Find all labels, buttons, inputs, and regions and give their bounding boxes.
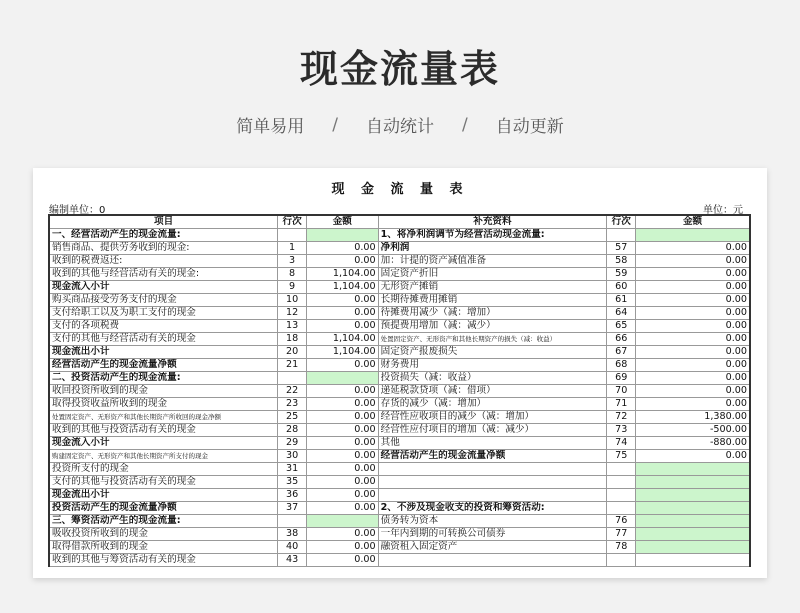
amount-cell[interactable]: 0.00 — [307, 450, 379, 463]
supplement-row-number-cell[interactable]: 68 — [607, 359, 636, 372]
amount-cell[interactable]: 0.00 — [307, 359, 379, 372]
table-row — [49, 294, 750, 307]
supplement-row-number-cell[interactable]: 76 — [607, 515, 636, 528]
supplement-row-number-cell[interactable] — [607, 463, 636, 476]
supplement-item-cell[interactable] — [378, 463, 607, 476]
table-row — [49, 372, 750, 385]
item-cell[interactable]: 收到的税费返还: — [49, 255, 278, 268]
item-cell[interactable]: 现金流入小计 — [49, 281, 278, 294]
supplement-item-cell[interactable]: 2、不涉及现金收支的投资和筹资活动: — [378, 502, 607, 515]
row-number-cell[interactable]: 10 — [278, 294, 307, 307]
supplement-amount-cell[interactable] — [636, 229, 750, 242]
amount-cell[interactable]: 1,104.00 — [307, 281, 379, 294]
supplement-item-cell[interactable]: 固定资产报废损失 — [378, 346, 607, 359]
supplement-item-cell[interactable]: 债务转为资本 — [378, 515, 607, 528]
table-row — [49, 229, 750, 242]
row-number-cell[interactable] — [278, 229, 307, 242]
supplement-item-cell[interactable]: 递延税款贷项（减：借项） — [378, 385, 607, 398]
table-row — [49, 476, 750, 489]
supplement-amount-cell[interactable]: 0.00 — [636, 320, 750, 333]
item-cell[interactable]: 三、筹资活动产生的现金流量: — [49, 515, 278, 528]
amount-cell[interactable]: 1,104.00 — [307, 346, 379, 359]
item-cell[interactable]: 收到的其他与筹资活动有关的现金 — [49, 554, 278, 567]
row-number-cell[interactable]: 12 — [278, 307, 307, 320]
row-number-cell[interactable]: 21 — [278, 359, 307, 372]
header-item: 项目 — [49, 215, 278, 229]
supplement-amount-cell[interactable]: 0.00 — [636, 294, 750, 307]
row-number-cell[interactable]: 23 — [278, 398, 307, 411]
item-cell[interactable]: 支付的其他与经营活动有关的现金 — [49, 333, 278, 346]
amount-cell[interactable]: 1,104.00 — [307, 268, 379, 281]
row-number-cell[interactable]: 18 — [278, 333, 307, 346]
table-row — [49, 359, 750, 372]
amount-cell[interactable]: 0.00 — [307, 411, 379, 424]
amount-cell[interactable]: 0.00 — [307, 554, 379, 567]
supplement-amount-cell[interactable]: 0.00 — [636, 398, 750, 411]
table-row — [49, 281, 750, 294]
supplement-amount-cell[interactable]: 0.00 — [636, 281, 750, 294]
supplement-row-number-cell[interactable]: 70 — [607, 385, 636, 398]
table-row — [49, 463, 750, 476]
supplement-amount-cell[interactable]: 0.00 — [636, 255, 750, 268]
supplement-item-cell[interactable]: 其他 — [378, 437, 607, 450]
table-row — [49, 554, 750, 567]
unit-company: 编制单位：0 — [49, 205, 106, 216]
supplement-item-cell[interactable]: 经营性应付项目的增加（减：减少） — [378, 424, 607, 437]
item-cell[interactable]: 二、投资活动产生的现金流量: — [49, 372, 278, 385]
supplement-row-number-cell[interactable]: 75 — [607, 450, 636, 463]
row-number-cell[interactable]: 3 — [278, 255, 307, 268]
supplement-amount-cell[interactable]: 0.00 — [636, 307, 750, 320]
tag-auto-stat: 自动统计 — [366, 117, 434, 137]
item-cell[interactable]: 收到的其他与投资活动有关的现金 — [49, 424, 278, 437]
amount-cell[interactable]: 0.00 — [307, 528, 379, 541]
item-cell[interactable]: 现金流入小计 — [49, 437, 278, 450]
supplement-item-cell[interactable]: 加：计提的资产减值准备 — [378, 255, 607, 268]
supplement-amount-cell[interactable] — [636, 476, 750, 489]
page-title: 现金流量表 — [299, 47, 500, 91]
table-row — [49, 398, 750, 411]
supplement-amount-cell[interactable]: 0.00 — [636, 385, 750, 398]
supplement-row-number-cell[interactable]: 71 — [607, 398, 636, 411]
supplement-amount-cell[interactable] — [636, 463, 750, 476]
amount-cell[interactable]: 0.00 — [307, 424, 379, 437]
row-number-cell[interactable]: 29 — [278, 437, 307, 450]
header-amount: 金额 — [307, 215, 379, 229]
amount-cell[interactable] — [307, 515, 379, 528]
table-header-row — [49, 215, 750, 229]
item-cell[interactable]: 购买商品接受劳务支付的现金 — [49, 294, 278, 307]
table-row — [49, 242, 750, 255]
supplement-row-number-cell[interactable]: 77 — [607, 528, 636, 541]
row-number-cell[interactable]: 8 — [278, 268, 307, 281]
supplement-item-cell[interactable]: 1、将净利润调节为经营活动现金流量: — [378, 229, 607, 242]
supplement-row-number-cell[interactable] — [607, 229, 636, 242]
amount-cell[interactable] — [307, 229, 379, 242]
amount-cell[interactable]: 0.00 — [307, 242, 379, 255]
row-number-cell[interactable]: 13 — [278, 320, 307, 333]
supplement-amount-cell[interactable] — [636, 541, 750, 554]
supplement-item-cell[interactable]: 长期待摊费用摊销 — [378, 294, 607, 307]
tag-auto-update: 自动更新 — [495, 117, 564, 137]
item-cell[interactable]: 购建固定资产、无形资产和其他长期资产所支付的现金 — [49, 450, 278, 463]
supplement-item-cell[interactable]: 一年内到期的可转换公司债券 — [378, 528, 607, 541]
amount-cell[interactable]: 0.00 — [307, 307, 379, 320]
supplement-row-number-cell[interactable] — [607, 489, 636, 502]
supplement-item-cell[interactable]: 固定资产折旧 — [378, 268, 607, 281]
amount-cell[interactable]: 0.00 — [307, 489, 379, 502]
header-row-no: 行次 — [278, 215, 307, 229]
amount-cell[interactable]: 0.00 — [307, 320, 379, 333]
row-number-cell[interactable]: 40 — [278, 541, 307, 554]
row-number-cell[interactable]: 9 — [278, 281, 307, 294]
tag-easy: 简单易用 — [236, 117, 305, 137]
item-cell[interactable]: 支付给职工以及为职工支付的现金 — [49, 307, 278, 320]
item-cell[interactable]: 收回投资所收到的现金 — [49, 385, 278, 398]
supplement-amount-cell[interactable]: 0.00 — [636, 372, 750, 385]
supplement-item-cell[interactable] — [378, 554, 607, 567]
row-number-cell[interactable]: 38 — [278, 528, 307, 541]
row-number-cell[interactable] — [278, 515, 307, 528]
table-row — [49, 268, 750, 281]
supplement-amount-cell[interactable] — [636, 528, 750, 541]
item-cell[interactable]: 投资活动产生的现金流量净额 — [49, 502, 278, 515]
supplement-amount-cell[interactable]: 1,380.00 — [636, 411, 750, 424]
item-cell[interactable]: 处置固定资产、无形资产和其他长期资产所收回的现金净额 — [49, 411, 278, 424]
table-row — [49, 450, 750, 463]
supplement-row-number-cell[interactable] — [607, 554, 636, 567]
item-cell[interactable]: 投资所支付的现金 — [49, 463, 278, 476]
row-number-cell[interactable]: 30 — [278, 450, 307, 463]
supplement-item-cell[interactable]: 存货的减少（减：增加） — [378, 398, 607, 411]
table-row — [49, 424, 750, 437]
item-cell[interactable]: 经营活动产生的现金流量净额 — [49, 359, 278, 372]
supplement-amount-cell[interactable]: 0.00 — [636, 359, 750, 372]
row-number-cell[interactable]: 31 — [278, 463, 307, 476]
table-row — [49, 502, 750, 515]
supplement-item-cell[interactable] — [378, 476, 607, 489]
item-cell[interactable]: 一、经营活动产生的现金流量: — [49, 229, 278, 242]
row-number-cell[interactable]: 37 — [278, 502, 307, 515]
row-number-cell[interactable]: 22 — [278, 385, 307, 398]
tag-separator: / — [462, 114, 468, 135]
table-row — [49, 411, 750, 424]
supplement-item-cell[interactable]: 融资租入固定资产 — [378, 541, 607, 554]
supplement-row-number-cell[interactable]: 66 — [607, 333, 636, 346]
amount-cell[interactable]: 0.00 — [307, 294, 379, 307]
tag-separator: / — [332, 114, 338, 135]
supplement-row-number-cell[interactable] — [607, 502, 636, 515]
item-cell[interactable]: 收到的其他与经营活动有关的现金: — [49, 268, 278, 281]
supplement-row-number-cell[interactable]: 69 — [607, 372, 636, 385]
table-row — [49, 437, 750, 450]
row-number-cell[interactable]: 20 — [278, 346, 307, 359]
supplement-row-number-cell[interactable]: 74 — [607, 437, 636, 450]
table-row — [49, 333, 750, 346]
unit-currency: 单位：元 — [703, 205, 743, 216]
supplement-amount-cell[interactable]: 0.00 — [636, 268, 750, 281]
amount-cell[interactable]: 1,104.00 — [307, 333, 379, 346]
supplement-amount-cell[interactable]: 0.00 — [636, 242, 750, 255]
amount-cell[interactable]: 0.00 — [307, 463, 379, 476]
tagline — [0, 112, 800, 137]
supplement-row-number-cell[interactable]: 59 — [607, 268, 636, 281]
table-row — [49, 320, 750, 333]
supplement-item-cell[interactable]: 投资损失（减：收益） — [378, 372, 607, 385]
supplement-row-number-cell[interactable]: 73 — [607, 424, 636, 437]
supplement-row-number-cell[interactable]: 61 — [607, 294, 636, 307]
item-cell[interactable]: 销售商品、提供劳务收到的现金: — [49, 242, 278, 255]
header-supplement: 补充资料 — [378, 215, 607, 229]
item-cell[interactable]: 支付的其他与投资活动有关的现金 — [49, 476, 278, 489]
row-number-cell[interactable]: 25 — [278, 411, 307, 424]
row-number-cell[interactable]: 43 — [278, 554, 307, 567]
amount-cell[interactable]: 0.00 — [307, 437, 379, 450]
header-row-no-2: 行次 — [607, 215, 636, 229]
row-number-cell[interactable] — [278, 372, 307, 385]
table-row — [49, 541, 750, 554]
amount-cell[interactable]: 0.00 — [307, 502, 379, 515]
supplement-row-number-cell[interactable]: 72 — [607, 411, 636, 424]
row-number-cell[interactable]: 35 — [278, 476, 307, 489]
supplement-amount-cell[interactable]: 0.00 — [636, 346, 750, 359]
header-amount-2: 金额 — [636, 215, 750, 229]
supplement-item-cell[interactable] — [378, 489, 607, 502]
item-cell[interactable]: 取得投资收益所收到的现金 — [49, 398, 278, 411]
row-number-cell[interactable]: 28 — [278, 424, 307, 437]
table-row — [49, 385, 750, 398]
table-row — [49, 255, 750, 268]
supplement-item-cell[interactable]: 净利润 — [378, 242, 607, 255]
supplement-amount-cell[interactable] — [636, 489, 750, 502]
table-row — [49, 346, 750, 359]
item-cell[interactable]: 现金流出小计 — [49, 346, 278, 359]
amount-cell[interactable]: 0.00 — [307, 476, 379, 489]
supplement-row-number-cell[interactable]: 67 — [607, 346, 636, 359]
item-cell[interactable]: 取得借款所收到的现金 — [49, 541, 278, 554]
supplement-item-cell[interactable]: 无形资产摊销 — [378, 281, 607, 294]
amount-cell[interactable] — [307, 372, 379, 385]
supplement-amount-cell[interactable] — [636, 554, 750, 567]
amount-cell[interactable]: 0.00 — [307, 385, 379, 398]
table-row — [49, 528, 750, 541]
supplement-amount-cell[interactable] — [636, 502, 750, 515]
supplement-amount-cell[interactable]: -500.00 — [636, 424, 750, 437]
supplement-amount-cell[interactable]: -880.00 — [636, 437, 750, 450]
item-cell[interactable]: 吸收投资所收到的现金 — [49, 528, 278, 541]
amount-cell[interactable]: 0.00 — [307, 255, 379, 268]
table-row — [49, 307, 750, 320]
amount-cell[interactable]: 0.00 — [307, 398, 379, 411]
supplement-item-cell[interactable]: 处置固定资产、无形资产和其他长期资产的损失（减：收益） — [378, 333, 607, 346]
sheet-title: 现 金 流 量 表 — [331, 182, 469, 197]
supplement-row-number-cell[interactable]: 57 — [607, 242, 636, 255]
item-cell[interactable]: 现金流出小计 — [49, 489, 278, 502]
row-number-cell[interactable]: 1 — [278, 242, 307, 255]
supplement-row-number-cell[interactable]: 78 — [607, 541, 636, 554]
row-number-cell[interactable]: 36 — [278, 489, 307, 502]
table-row — [49, 515, 750, 528]
supplement-row-number-cell[interactable]: 60 — [607, 281, 636, 294]
supplement-row-number-cell[interactable]: 58 — [607, 255, 636, 268]
cash-flow-table — [48, 214, 751, 567]
supplement-item-cell[interactable]: 财务费用 — [378, 359, 607, 372]
supplement-item-cell[interactable]: 经营性应收项目的减少（减：增加） — [378, 411, 607, 424]
item-cell[interactable]: 支付的各项税费 — [49, 320, 278, 333]
supplement-amount-cell[interactable] — [636, 515, 750, 528]
supplement-amount-cell[interactable]: 0.00 — [636, 450, 750, 463]
supplement-item-cell[interactable]: 待摊费用减少（减：增加） — [378, 307, 607, 320]
supplement-amount-cell[interactable]: 0.00 — [636, 333, 750, 346]
supplement-item-cell[interactable]: 预提费用增加（减：减少） — [378, 320, 607, 333]
spreadsheet-preview — [33, 168, 767, 578]
supplement-row-number-cell[interactable]: 65 — [607, 320, 636, 333]
supplement-row-number-cell[interactable] — [607, 476, 636, 489]
supplement-row-number-cell[interactable]: 64 — [607, 307, 636, 320]
supplement-item-cell[interactable]: 经营活动产生的现金流量净额 — [378, 450, 607, 463]
amount-cell[interactable]: 0.00 — [307, 541, 379, 554]
table-row — [49, 489, 750, 502]
